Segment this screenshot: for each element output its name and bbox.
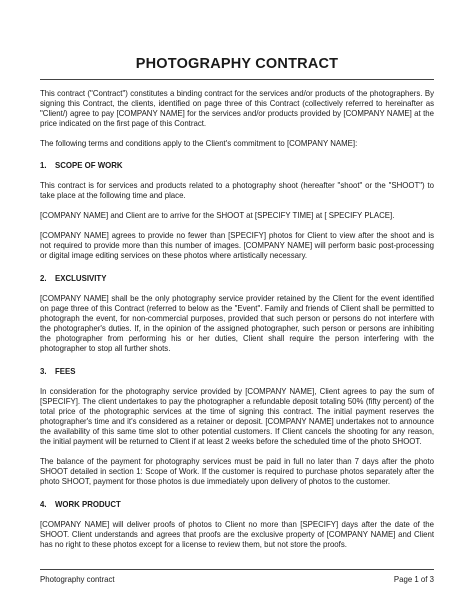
section-number: 2. [40, 274, 47, 283]
document-body [40, 89, 434, 560]
footer-document-name: Photography contract [40, 575, 115, 584]
section-heading [40, 161, 434, 171]
section-heading [40, 367, 434, 377]
section-title: EXCLUSIVITY [55, 274, 107, 283]
intro-paragraph: The following terms and conditions apply to the Client's commitment to [COMPANY NAME]: [40, 139, 358, 148]
section-paragraph: [COMPANY NAME] shall be the only photography service provider retained by the Client for the event identified on page three of this Contract (referred to below as the "Event". Family and friends of Client shall be permitted to photograph the event, for non-commercial purposes, provided that such person or persons do not interfere with the photographer's duties. If, in the opinion of the assigned photographer, such person or persons are inhibiting the photographer from performing his or her duties, Client shall require the person interfering with the photographer to stop all further shots. [40, 294, 434, 353]
section-paragraph: [COMPANY NAME] and Client are to arrive for the SHOOT at [SPECIFY TIME] at [ SPECIFY PLACE]. [40, 211, 395, 220]
section-title: SCOPE OF WORK [55, 161, 123, 170]
section-number: 4. [40, 500, 47, 509]
section-title: FEES [55, 367, 76, 376]
section-paragraph: This contract is for services and products related to a photography shoot (hereafter "shoot" or the "SHOOT") to take place at the following time and place. [40, 181, 434, 200]
footer-page-number: Page 1 of 3 [393, 575, 434, 584]
document-title: PHOTOGRAPHY CONTRACT [135, 56, 339, 72]
section-number: 1. [40, 161, 47, 170]
footer-divider [40, 569, 434, 570]
section-title: WORK PRODUCT [55, 500, 121, 509]
section-heading [40, 274, 434, 284]
section-paragraph: [COMPANY NAME] agrees to provide no fewer than [SPECIFY] photos for Client to view after the shoot and is not required to provide more than this number of images. [COMPANY NAME] will perform basic post-processing or digital image editing services on these photos where artistically necessary. [40, 231, 434, 260]
intro-paragraph: This contract ("Contract") constitutes a binding contract for the services and/or products of the photographers. By signing this Contract, the clients, identified on page three of this Contract (collectively referred to hereinafter as "Client/) agree to pay [COMPANY NAME] for the services and/or products provided by [COMPANY NAME] at the price indicated on the first page of this Contract. [40, 89, 434, 128]
section-paragraph: In consideration for the photography service provided by [COMPANY NAME], Client agrees to pay the sum of [SPECIFY]. The client undertakes to pay the photographer a refundable deposit totaling 50% (fifty percent) of the total price of the photographic services at the time of signing this contract. The initial payment reserves the photographer's time and it's considered as a retainer or deposit. [COMPANY NAME] undertakes not to announce the availability of this same time slot to other potential customers. If Client cancels the shooting for any reason, the initial payment will be returned to Client if at least 2 weeks before the scheduled time of the photo SHOOT. [40, 387, 434, 446]
section-paragraph: The balance of the payment for photography services must be paid in full no later than 7 days after the photo SHOOT detailed in section 1: Scope of Work. If the customer is required to purchase photos separately after the photo SHOOT, payment for those photos is due immediately upon delivery of photos to the customer. [40, 457, 434, 486]
section-paragraph: [COMPANY NAME] will deliver proofs of photos to Client no more than [SPECIFY] days after the date of the SHOOT. Client understands and agrees that proofs are the exclusive property of [COMPANY NAME] and Client has no right to these photos except for a license to review them, but not store the proofs. [40, 520, 434, 549]
section-number: 3. [40, 367, 47, 376]
section-heading [40, 500, 434, 510]
title-divider [40, 79, 434, 80]
